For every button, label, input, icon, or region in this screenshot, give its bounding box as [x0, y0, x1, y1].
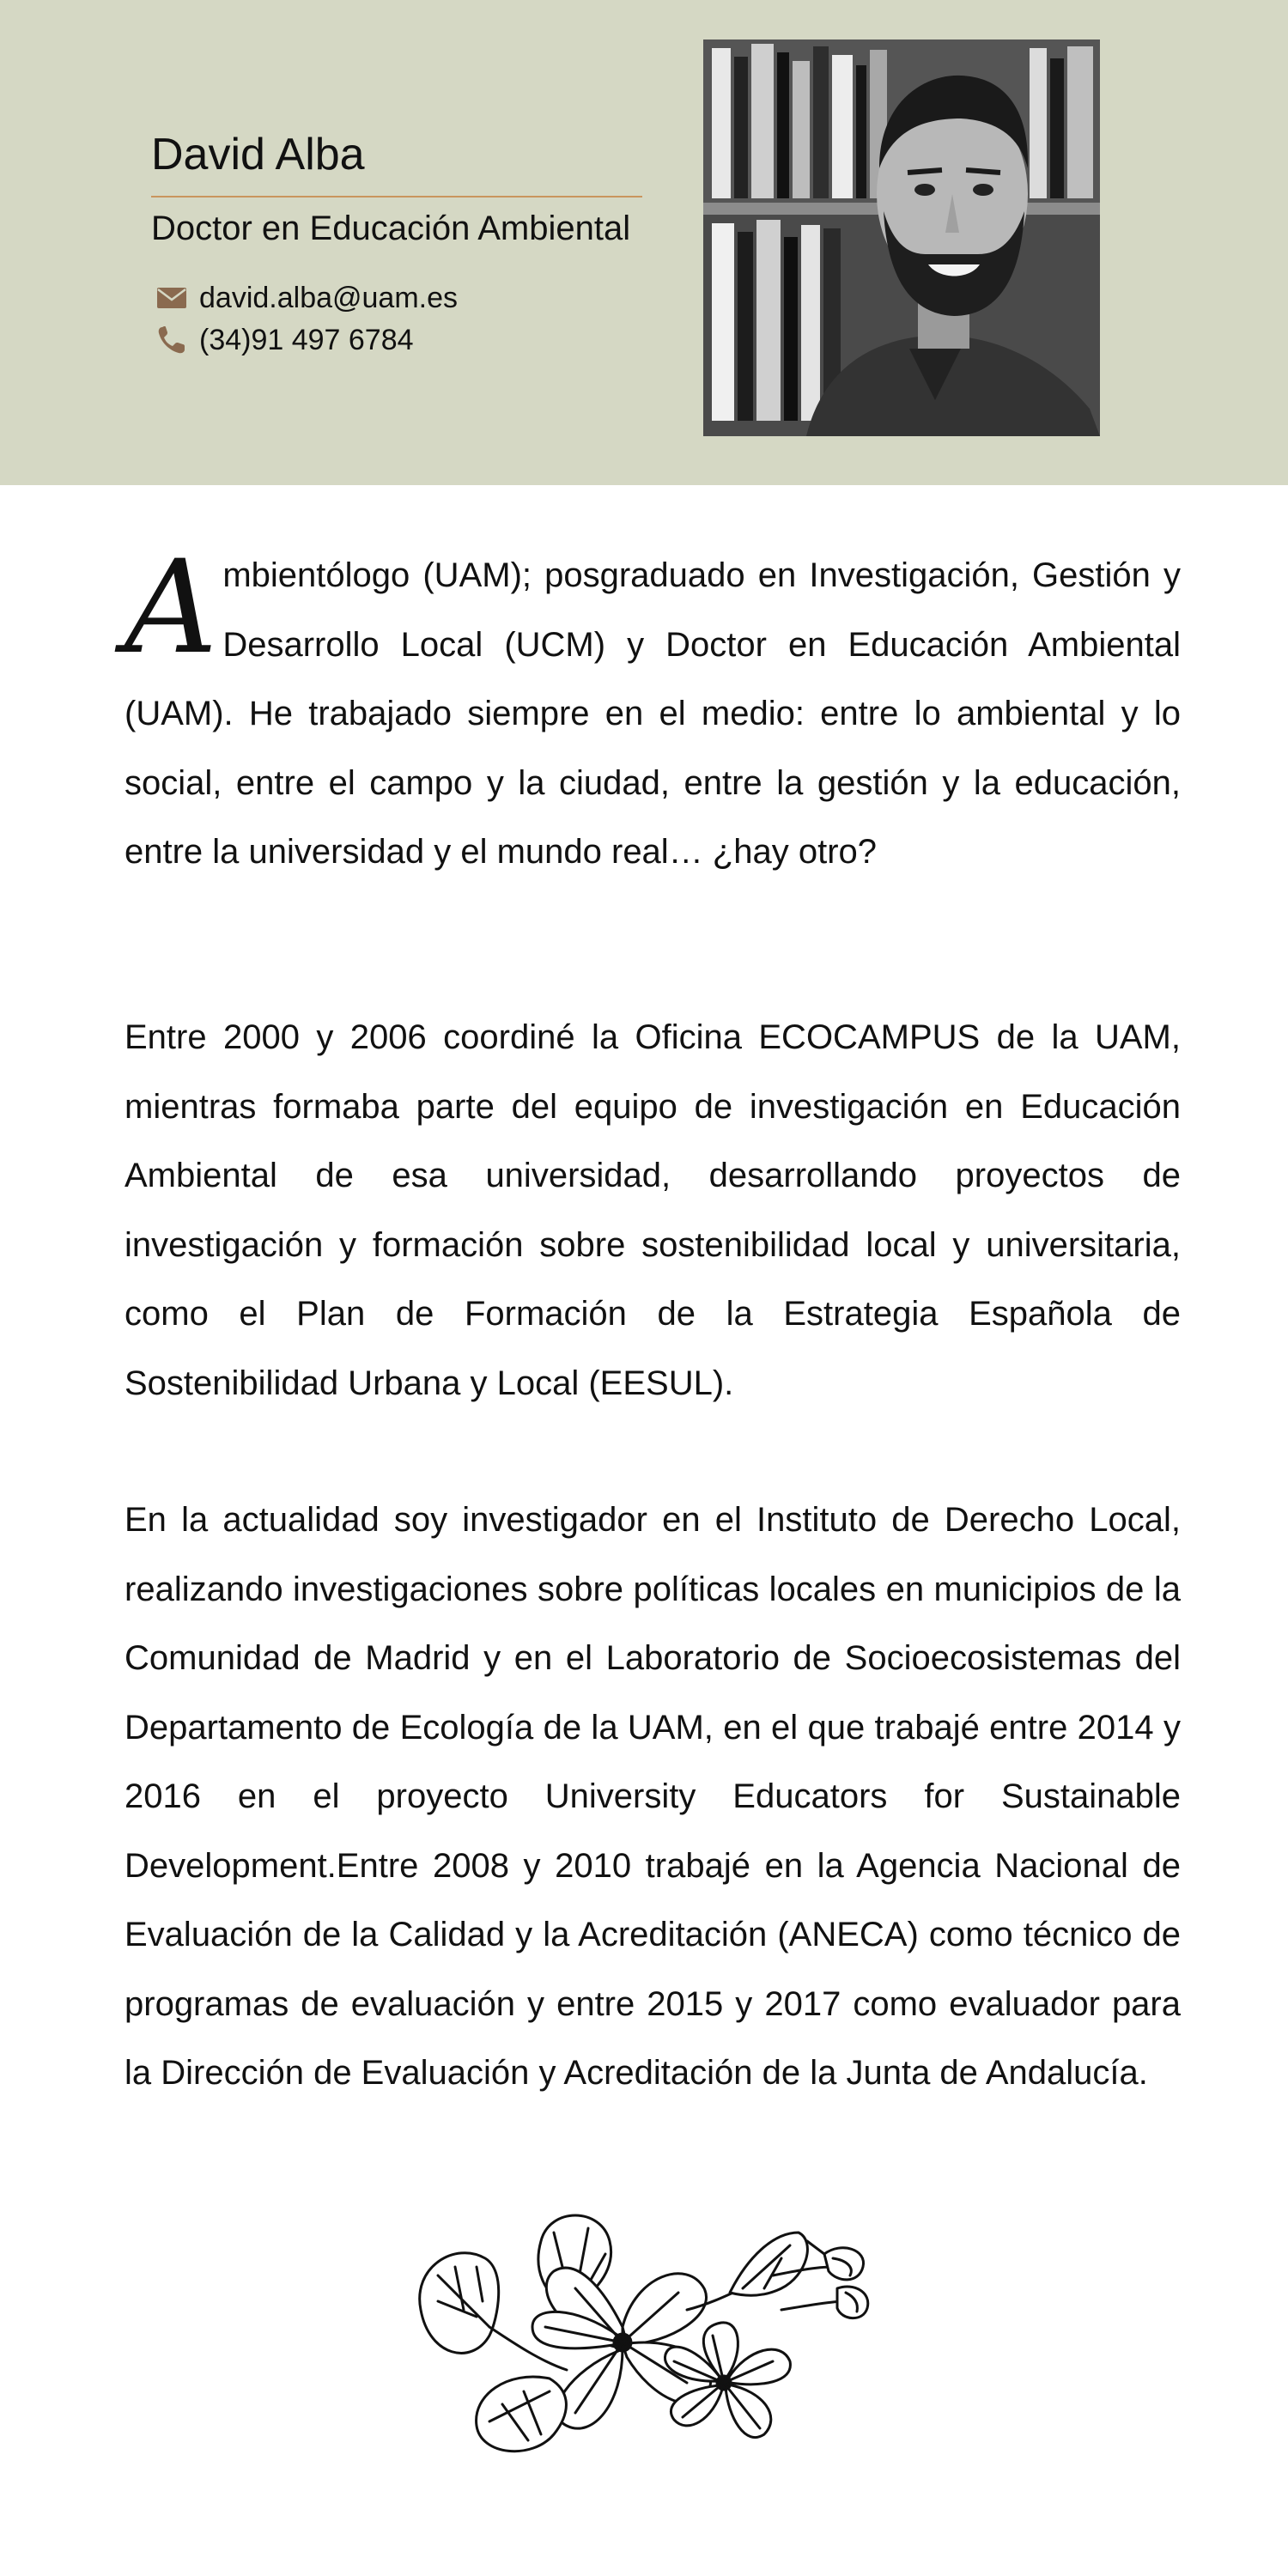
profile-header [0, 0, 1288, 485]
floral-ornament [404, 2207, 884, 2473]
phone-row[interactable] [155, 321, 414, 359]
email-row[interactable] [155, 279, 458, 317]
profile-name: David Alba [151, 130, 365, 179]
bio-paragraph-2: Entre 2000 y 2006 coordiné la Oficina ECOCAMPUS de la UAM, mientras formaba parte del equipo de investigación en Educación Ambiental de esa universidad, desarrollando proyectos de investigación y formación sobre sostenibilidad local y universitaria, como el Plan de Formación de la Estrategia Española de Sostenibilidad Urbana y Local (EESUL). [125, 1018, 1181, 1402]
email-link[interactable]: david.alba@uam.es [199, 281, 459, 314]
profile-title: Doctor en Educación Ambiental [151, 210, 631, 247]
drop-cap: A [125, 533, 218, 683]
profile-photo [703, 39, 1100, 436]
phone-icon [155, 325, 189, 355]
phone-number: (34)91 497 6784 [199, 323, 414, 356]
bio-paragraph-1-text: mbientólogo (UAM); posgraduado en Investigación, Gestión y Desarrollo Local (UCM) y Doctor en Educación Ambiental (UAM). He trabajado siempre en el medio: entre lo ambiental y lo social, entre el campo y la ciudad, entre la gestión y la educación, entre la universidad y el mundo real… ¿hay otro? [125, 556, 1181, 871]
envelope-icon [155, 283, 189, 313]
name-divider [151, 196, 642, 197]
bio-paragraph-1 [125, 533, 1181, 887]
bio-paragraph-3: En la actualidad soy investigador en el Instituto de Derecho Local, realizando investigaciones sobre políticas locales en municipios de la Comunidad de Madrid y en el Laboratorio de Socioecosistemas del Departamento de Ecología de la UAM, en el que trabajé entre 2014 y 2016 en el proyecto University Educators for Sustainable Development.Entre 2008 y 2010 trabajé en la Agencia Nacional de Evaluación de la Calidad y la Acreditación (ANECA) como técnico de programas de evaluación y entre 2015 y 2017 como evaluador para la Dirección de Evaluación y Acreditación de la Junta de Andalucía. [125, 1501, 1181, 2092]
